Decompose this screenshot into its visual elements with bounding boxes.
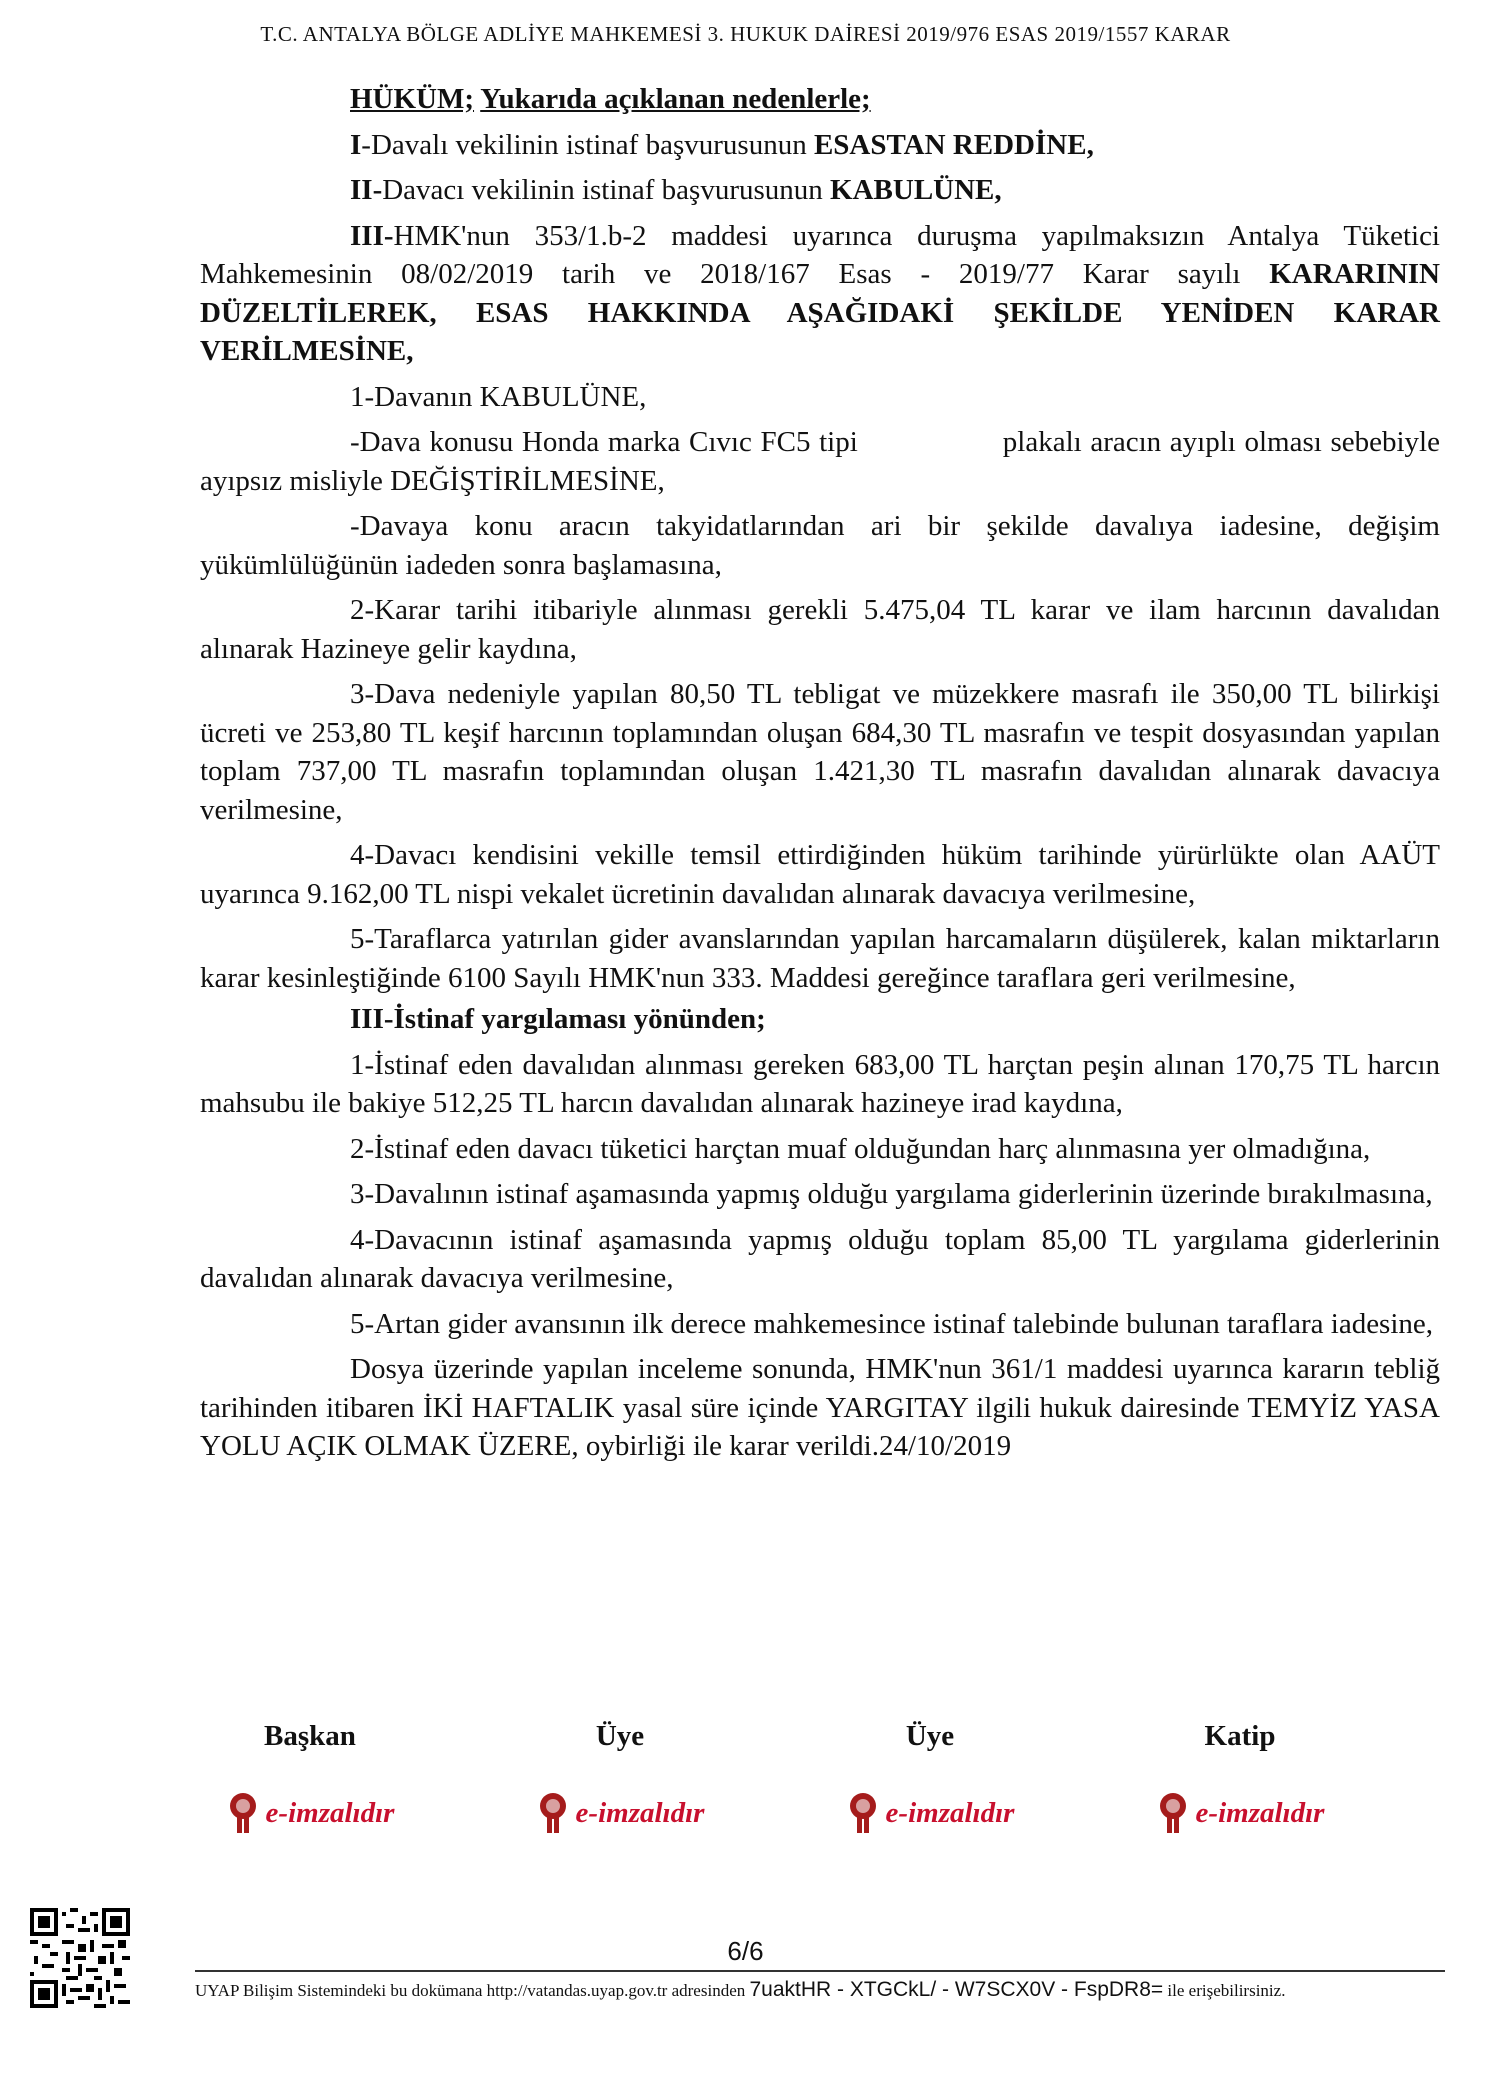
e-signature-stamp: [160, 1791, 460, 1835]
heading-reason: Yukarıda açıklanan nedenlerle;: [480, 83, 871, 115]
document-body: [200, 80, 1440, 1473]
e-signature-stamp: [470, 1791, 770, 1835]
item-4: 4-Davacı kendisini vekille temsil ettirdiğinden hüküm tarihinde yürürlükte olan AAÜT uyarınca 9.162,00 TL nispi vekalet ücretinin davalıdan alınarak davacıya verilmesine,: [200, 839, 1440, 910]
signature-uye-2: [780, 1720, 1080, 1835]
footer-divider: [195, 1970, 1445, 1972]
paragraph-3-bold: KARARININ DÜZELTİLEREK, ESAS HAKKINDA AŞAĞIDAKİ ŞEKİLDE YENİDEN KARAR VERİLMESİNE,: [200, 258, 1440, 367]
judgment-heading: [350, 80, 1440, 119]
paragraph-3: [200, 217, 1440, 371]
e-signature-stamp: [780, 1791, 1080, 1835]
signature-katip: [1090, 1720, 1390, 1835]
item-5: 5-Taraflarca yatırılan gider avanslarından yapılan harcamaların düşülerek, kalan miktarların karar kesinleştiğinde 6100 Sayılı HMK'nun 333. Maddesi gereğince taraflara geri verilmesine,: [200, 923, 1440, 994]
item-1-dava-konusu: [200, 423, 1440, 500]
seal-icon: [226, 1791, 260, 1835]
heading-hukum: HÜKÜM;: [350, 83, 475, 115]
item-1: 1-Davanın KABULÜNE,: [350, 380, 647, 413]
vehicle-text-2: plakalı aracın ayıplı olması sebebiyle ayıpsız misliyle DEĞİŞTİRİLMESİNE,: [200, 426, 1440, 497]
istinaf-item-1: 1-İstinaf eden davalıdan alınması gereken 683,00 TL harçtan peşin alınan 170,75 TL harcın mahsubu ile bakiye 512,25 TL harcın davalıdan alınarak hazineye irad kaydına,: [200, 1048, 1440, 1119]
istinaf-item-5: 5-Artan gider avansının ilk derece mahkemesince istinaf talebinde bulunan taraflara iadesine,: [350, 1307, 1434, 1340]
paragraph-1-text: -Davalı vekilinin istinaf başvurusunun: [361, 128, 814, 161]
paragraph-2-text: Davacı vekilinin istinaf başvurusunun: [382, 174, 831, 206]
footer-text-post: ile erişebilirsiniz.: [1163, 1981, 1286, 2000]
e-signed-label: e-imzalıdır: [1195, 1796, 1325, 1829]
roman-1: I: [350, 128, 362, 161]
istinaf-item-4: 4-Davacının istinaf aşamasında yapmış olduğu toplam 85,00 TL yargılama giderlerinin davalıdan alınarak davacıya verilmesine,: [200, 1223, 1440, 1294]
paragraph-2-bold: KABULÜNE,: [830, 174, 1002, 206]
vehicle-text: -Dava konusu Honda marka Cıvıc FC5 tipi: [350, 426, 858, 458]
verification-code: 7uaktHR - XTGCkL/ - W7SCX0V - FspDR8=: [749, 1978, 1164, 2001]
signature-title: Katip: [1204, 1720, 1276, 1752]
signature-title: Üye: [595, 1720, 645, 1752]
footer-text-pre: UYAP Bilişim Sistemindeki bu dokümana http://vatandas.uyap.gov.tr adresinden: [195, 1981, 750, 2000]
seal-icon: [1156, 1791, 1190, 1835]
istinaf-heading: III-İstinaf yargılaması yönünden;: [350, 1003, 766, 1035]
paragraph-3-text: HMK'nun 353/1.b-2 maddesi uyarınca duruşma yapılmaksızın Antalya Tüketici Mahkemesinin 08/02/2019 tarih ve 2018/167 Esas - 2019/77 Karar sayılı: [200, 219, 1440, 290]
e-signed-label: e-imzalıdır: [265, 1796, 395, 1829]
roman-3: III-: [350, 219, 394, 252]
page-number: 6/6: [727, 1936, 764, 1966]
signature-title: Başkan: [264, 1720, 356, 1752]
item-3: 3-Dava nedeniyle yapılan 80,50 TL tebligat ve müzekkere masrafı ile 350,00 TL bilirkişi ücreti ve 253,80 TL keşif harcının toplamından oluşan 684,30 TL masrafın ve tespit dosyasından yapılan toplam 737,00 TL masrafın toplamından oluşan 1.421,30 TL masrafın davalıdan alınarak davacıya verilmesine,: [200, 678, 1440, 826]
istinaf-item-3: 3-Davalının istinaf aşamasında yapmış olduğu yargılama giderlerinin üzerinde bırakılmasına,: [350, 1178, 1433, 1210]
istinaf-item-2: 2-İstinaf eden davacı tüketici harçtan muaf olduğundan harç alınmasına yer olmadığına,: [350, 1132, 1371, 1165]
roman-2: II-: [350, 174, 383, 206]
closing-paragraph: Dosya üzerinde yapılan inceleme sonunda, HMK'nun 361/1 maddesi uyarınca kararın tebliğ tarihinden itibaren İKİ HAFTALIK yasal süre içinde YARGITAY ilgili hukuk dairesinde TEMYİZ YASA YOLU AÇIK OLMAK ÜZERE, oybirliği ile karar verildi.24/10/2019: [200, 1353, 1440, 1462]
signature-title: Üye: [905, 1720, 955, 1752]
paragraph-2: [200, 171, 1440, 210]
document-header: T.C. ANTALYA BÖLGE ADLİYE MAHKEMESİ 3. HUKUK DAİRESİ 2019/976 ESAS 2019/1557 KARAR: [260, 22, 1231, 46]
seal-icon: [536, 1791, 570, 1835]
e-signed-label: e-imzalıdır: [885, 1796, 1015, 1829]
item-2: 2-Karar tarihi itibariyle alınması gerekli 5.475,04 TL karar ve ilam harcının davalıdan alınarak Hazineye gelir kaydına,: [200, 594, 1440, 665]
item-1-iade: -Davaya konu aracın takyidatlarından ari bir şekilde davalıya iadesine, değişim yükümlülüğünün iadeden sonra başlamasına,: [200, 510, 1440, 581]
e-signed-label: e-imzalıdır: [575, 1796, 705, 1829]
signature-uye-1: [470, 1720, 770, 1835]
signature-baskan: [160, 1720, 460, 1835]
e-signature-stamp: [1090, 1791, 1390, 1835]
seal-icon: [846, 1791, 880, 1835]
paragraph-1-bold: ESASTAN REDDİNE,: [813, 128, 1094, 161]
footer-verification: [195, 1978, 1455, 2002]
paragraph-1: [200, 126, 1440, 165]
